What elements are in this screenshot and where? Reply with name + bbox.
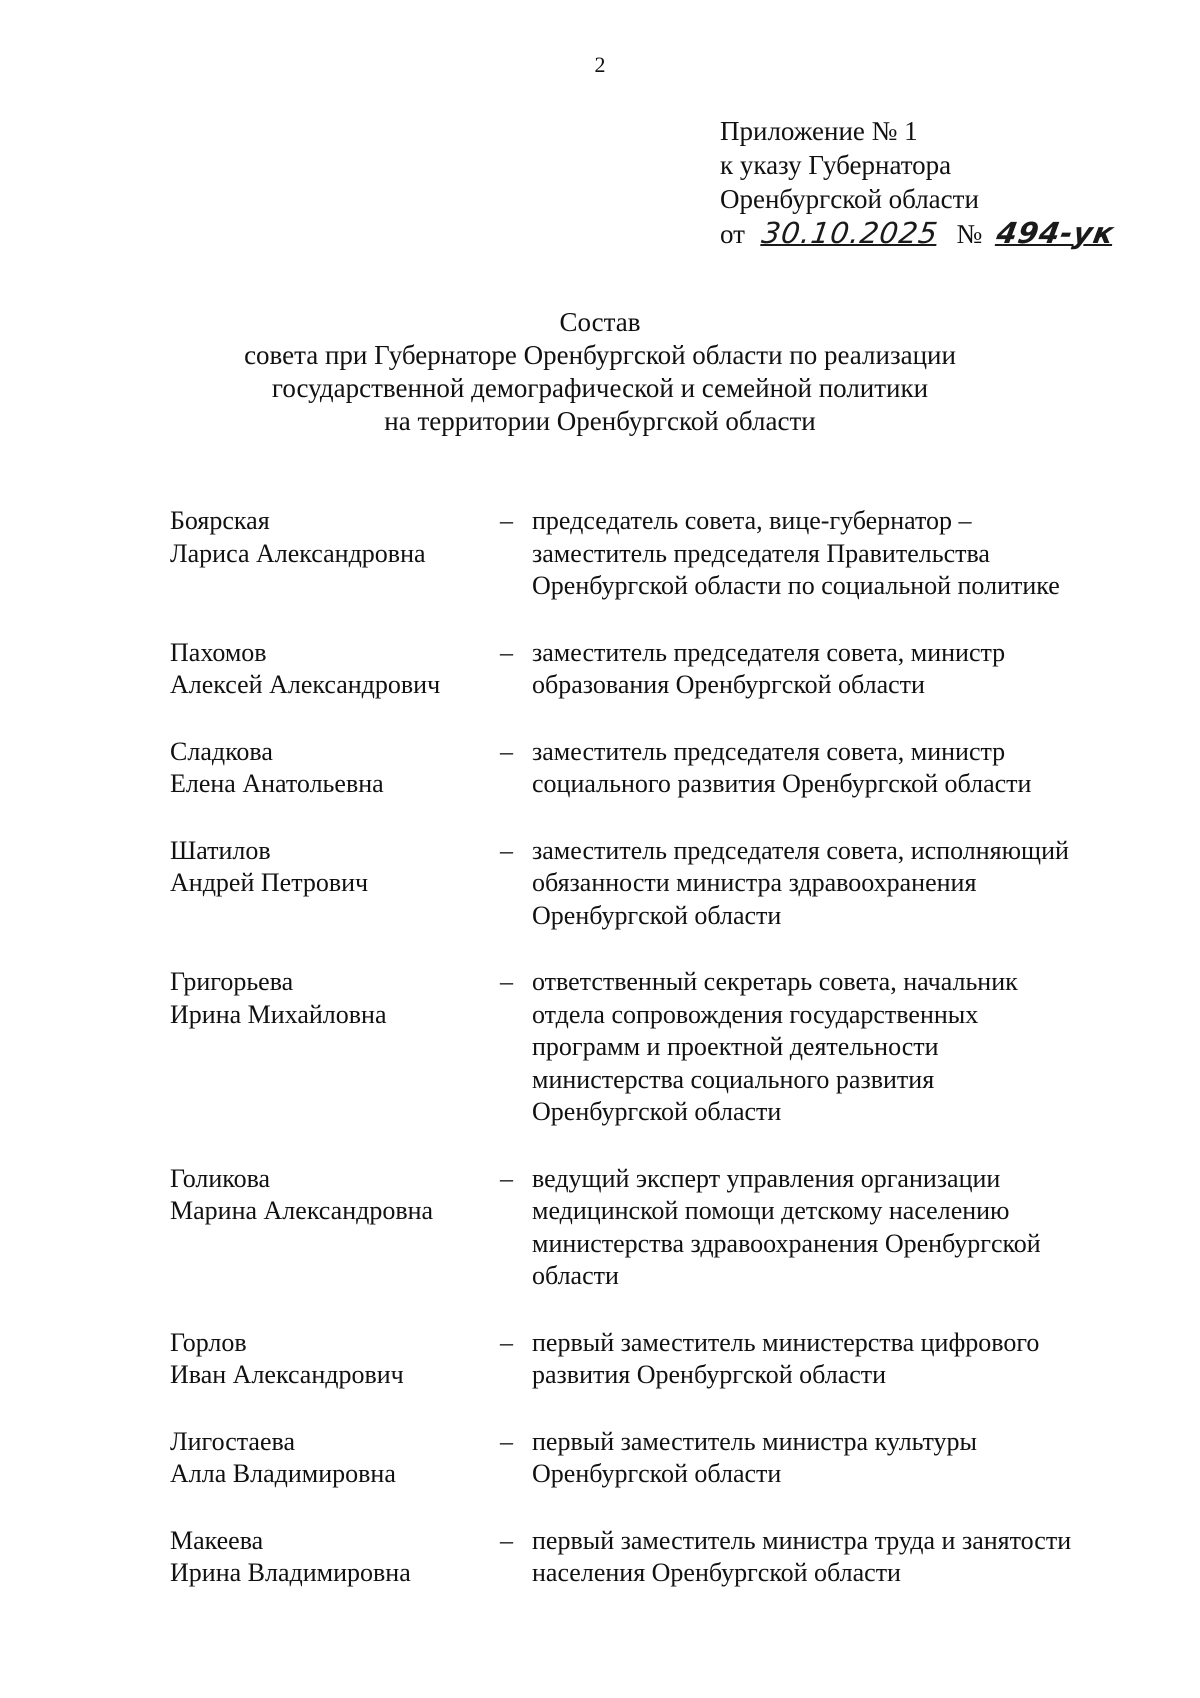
member-entry bbox=[170, 1525, 1130, 1590]
member-role-line: медицинской помощи детскому населению bbox=[532, 1196, 1010, 1225]
annex-title: Приложение № 1 bbox=[720, 116, 918, 146]
member-entry bbox=[170, 966, 1130, 1129]
member-role-line: социального развития Оренбургской области bbox=[532, 769, 1032, 798]
member-role-line: ответственный секретарь совета, начальник bbox=[532, 967, 1018, 996]
member-entry bbox=[170, 736, 1130, 801]
annex-region: Оренбургской области bbox=[720, 184, 979, 214]
member-role-line: Оренбургской области bbox=[532, 1459, 782, 1488]
annex-header bbox=[720, 114, 1120, 250]
from-label: от bbox=[720, 219, 745, 249]
member-role bbox=[532, 1327, 1132, 1392]
member-name bbox=[170, 966, 490, 1031]
member-name bbox=[170, 835, 490, 900]
member-role-line: Оренбургской области bbox=[532, 900, 782, 930]
member-role-line: министерства здравоохранения Оренбургской bbox=[532, 1228, 1041, 1258]
member-given-names: Андрей Петрович bbox=[170, 868, 369, 897]
member-name bbox=[170, 505, 490, 570]
member-entry bbox=[170, 1163, 1130, 1293]
member-dash: – bbox=[500, 637, 513, 667]
member-surname: Шатилов bbox=[170, 835, 271, 865]
member-role bbox=[532, 1426, 1132, 1491]
member-role-line: первый заместитель министерства цифрового bbox=[532, 1327, 1040, 1357]
annex-decree-ref: к указу Губернатора bbox=[720, 150, 952, 180]
document-title bbox=[0, 306, 1200, 438]
member-role-line: развития Оренбургской области bbox=[532, 1360, 887, 1389]
member-entry bbox=[170, 505, 1130, 603]
member-surname: Лигостаева bbox=[170, 1426, 295, 1456]
member-name bbox=[170, 1163, 490, 1228]
member-role-line: председатель совета, вице-губернатор – bbox=[532, 506, 972, 535]
member-dash: – bbox=[500, 1525, 513, 1555]
member-role-line: населения Оренбургской области bbox=[532, 1558, 901, 1587]
title-line-4: на территории Оренбургской области bbox=[384, 406, 816, 436]
member-role-line: заместитель председателя Правительства bbox=[532, 538, 990, 568]
member-dash: – bbox=[500, 1163, 513, 1193]
member-surname: Боярская bbox=[170, 506, 270, 535]
member-role bbox=[532, 505, 1132, 603]
member-given-names: Елена Анатольевна bbox=[170, 769, 384, 798]
member-surname: Сладкова bbox=[170, 736, 273, 766]
member-role-line: области bbox=[532, 1261, 619, 1290]
title-line-3: государственной демографической и семейной политики bbox=[271, 373, 929, 403]
member-surname: Григорьева bbox=[170, 967, 294, 996]
member-dash: – bbox=[500, 736, 513, 766]
member-name bbox=[170, 1426, 490, 1491]
title-line-1: Состав bbox=[559, 307, 641, 337]
member-dash: – bbox=[500, 1327, 513, 1357]
member-role bbox=[532, 835, 1132, 933]
page-number: 2 bbox=[594, 52, 606, 77]
title-line-2: совета при Губернаторе Оренбургской области по реализации bbox=[244, 340, 956, 370]
member-role bbox=[532, 966, 1132, 1129]
member-entry bbox=[170, 1426, 1130, 1491]
number-label: № bbox=[956, 219, 983, 249]
member-given-names: Лариса Александровна bbox=[170, 538, 426, 568]
annex-date-number bbox=[720, 216, 1120, 250]
member-role bbox=[532, 1525, 1132, 1590]
member-dash: – bbox=[500, 967, 513, 996]
member-name bbox=[170, 1327, 490, 1392]
member-role-line: Оренбургской области bbox=[532, 1097, 782, 1126]
member-role-line: министерства социального развития bbox=[532, 1064, 935, 1094]
member-entry bbox=[170, 835, 1130, 933]
members-list bbox=[170, 505, 1130, 1624]
member-surname: Горлов bbox=[170, 1327, 247, 1357]
member-given-names: Марина Александровна bbox=[170, 1196, 434, 1225]
member-name bbox=[170, 736, 490, 801]
member-role-line: первый заместитель министра труда и занятости bbox=[532, 1525, 1072, 1555]
member-dash: – bbox=[500, 506, 513, 535]
member-role-line: заместитель председателя совета, исполняющий bbox=[532, 835, 1069, 865]
member-name bbox=[170, 637, 490, 702]
handwritten-date: 30.10.2025 bbox=[759, 216, 941, 250]
member-surname: Голикова bbox=[170, 1163, 271, 1193]
member-role-line: первый заместитель министра культуры bbox=[532, 1426, 978, 1456]
member-role-line: заместитель председателя совета, министр bbox=[532, 736, 1006, 766]
member-entry bbox=[170, 637, 1130, 702]
member-given-names: Иван Александрович bbox=[170, 1360, 404, 1389]
member-role-line: ведущий эксперт управления организации bbox=[532, 1163, 1001, 1193]
member-role bbox=[532, 1163, 1132, 1293]
member-given-names: Ирина Михайловна bbox=[170, 999, 387, 1029]
member-entry bbox=[170, 1327, 1130, 1392]
member-role-line: заместитель председателя совета, министр bbox=[532, 637, 1006, 667]
member-role-line: программ и проектной деятельности bbox=[532, 1032, 939, 1061]
member-dash: – bbox=[500, 1426, 513, 1456]
member-given-names: Ирина Владимировна bbox=[170, 1558, 411, 1587]
member-role-line: отдела сопровождения государственных bbox=[532, 999, 979, 1029]
member-given-names: Алла Владимировна bbox=[170, 1459, 396, 1488]
member-given-names: Алексей Александрович bbox=[170, 670, 441, 699]
member-role-line: образования Оренбургской области bbox=[532, 670, 925, 699]
member-role-line: обязанности министра здравоохранения bbox=[532, 868, 977, 897]
member-surname: Макеева bbox=[170, 1525, 264, 1555]
handwritten-number: 494-ук bbox=[994, 216, 1118, 250]
member-role-line: Оренбургской области по социальной политике bbox=[532, 571, 1060, 600]
member-name bbox=[170, 1525, 490, 1590]
member-surname: Пахомов bbox=[170, 637, 267, 667]
member-role bbox=[532, 736, 1132, 801]
member-dash: – bbox=[500, 835, 513, 865]
member-role bbox=[532, 637, 1132, 702]
